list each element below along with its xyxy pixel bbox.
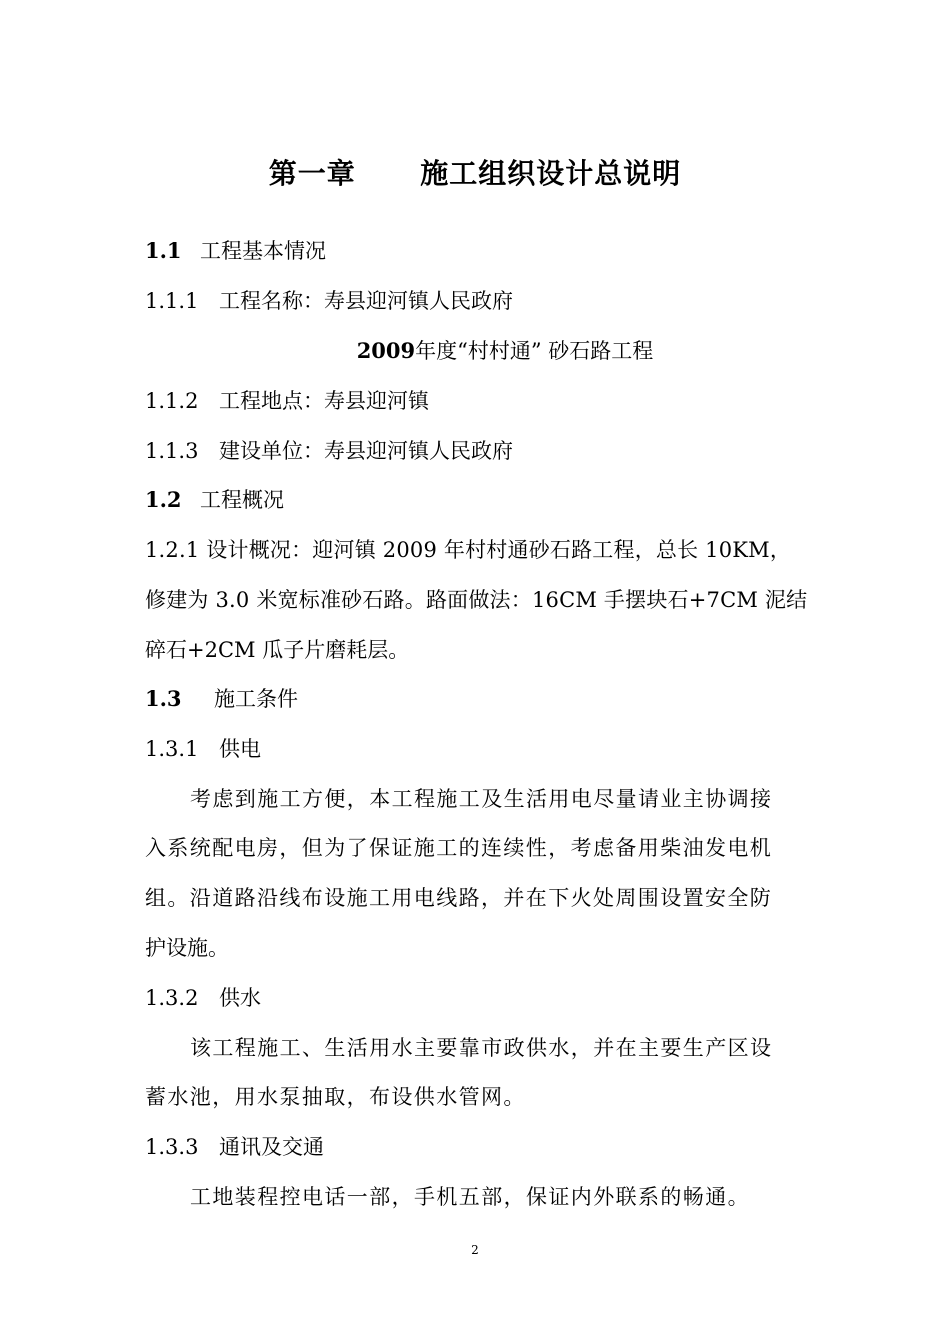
section-number: 1.2 <box>145 487 182 512</box>
section-text: 建设单位：寿县迎河镇人民政府 <box>219 439 513 463</box>
section-text: 供水 <box>219 986 261 1010</box>
chapter-title: 第一章 施工组织设计总说明 <box>268 157 682 190</box>
page-number: 2 <box>471 1243 479 1257</box>
section-1-3-2 <box>145 984 261 1012</box>
paragraph-line: 蓄水池，用水泵抽取，布设供水管网。 <box>145 1085 526 1109</box>
project-name-continuation <box>0 337 950 365</box>
paragraph-line: 该工程施工、生活用水主要靠市政供水，并在主要生产区设 <box>190 1036 773 1060</box>
project-year: 2009 <box>356 338 416 363</box>
section-1-2 <box>145 486 284 514</box>
paragraph-line: 1.2.1 设计概况：迎河镇 2009 年村村通砂石路工程，总长 10KM， <box>145 538 792 562</box>
section-1-3-1 <box>145 735 261 763</box>
section-text: 通讯及交通 <box>219 1135 324 1159</box>
project-name-text: 年度“村村通” 砂石路工程 <box>415 339 654 363</box>
section-1-1-3 <box>145 437 513 465</box>
section-1-3 <box>145 685 298 713</box>
section-heading: 工程基本情况 <box>200 239 326 263</box>
section-1-1-2 <box>145 387 429 415</box>
section-number: 1.1.2 <box>145 389 199 413</box>
paragraph-line: 入系统配电房，但为了保证施工的连续性，考虑备用柴油发电机 <box>145 836 773 860</box>
section-number: 1.1.1 <box>145 289 199 313</box>
paragraph-line: 修建为 3.0 米宽标准砂石路。路面做法：16CM 手摆块石+7CM 泥结 <box>145 588 808 612</box>
paragraph-line: 护设施。 <box>145 936 229 960</box>
paragraph-line: 考虑到施工方便，本工程施工及生活用电尽量请业主协调接 <box>190 787 773 811</box>
section-text: 供电 <box>219 737 261 761</box>
paragraph-line: 组。沿道路沿线布设施工用电线路，并在下火处周围设置安全防 <box>145 886 773 910</box>
section-text: 工程名称：寿县迎河镇人民政府 <box>219 289 513 313</box>
section-heading: 施工条件 <box>214 687 298 711</box>
section-number: 1.1.3 <box>145 439 199 463</box>
section-heading: 工程概况 <box>200 488 284 512</box>
section-1-3-3 <box>145 1133 324 1161</box>
section-text: 工程地点：寿县迎河镇 <box>219 389 429 413</box>
section-1-1 <box>145 237 326 265</box>
section-number: 1.3.3 <box>145 1135 199 1159</box>
paragraph-line: 工地装程控电话一部，手机五部，保证内外联系的畅通。 <box>190 1185 750 1209</box>
section-1-1-1 <box>145 287 513 315</box>
section-number: 1.3.1 <box>145 737 199 761</box>
paragraph-line: 碎石+2CM 瓜子片磨耗层。 <box>145 638 410 662</box>
section-number: 1.3.2 <box>145 986 199 1010</box>
section-number: 1.3 <box>145 686 182 711</box>
section-number: 1.1 <box>145 238 182 263</box>
